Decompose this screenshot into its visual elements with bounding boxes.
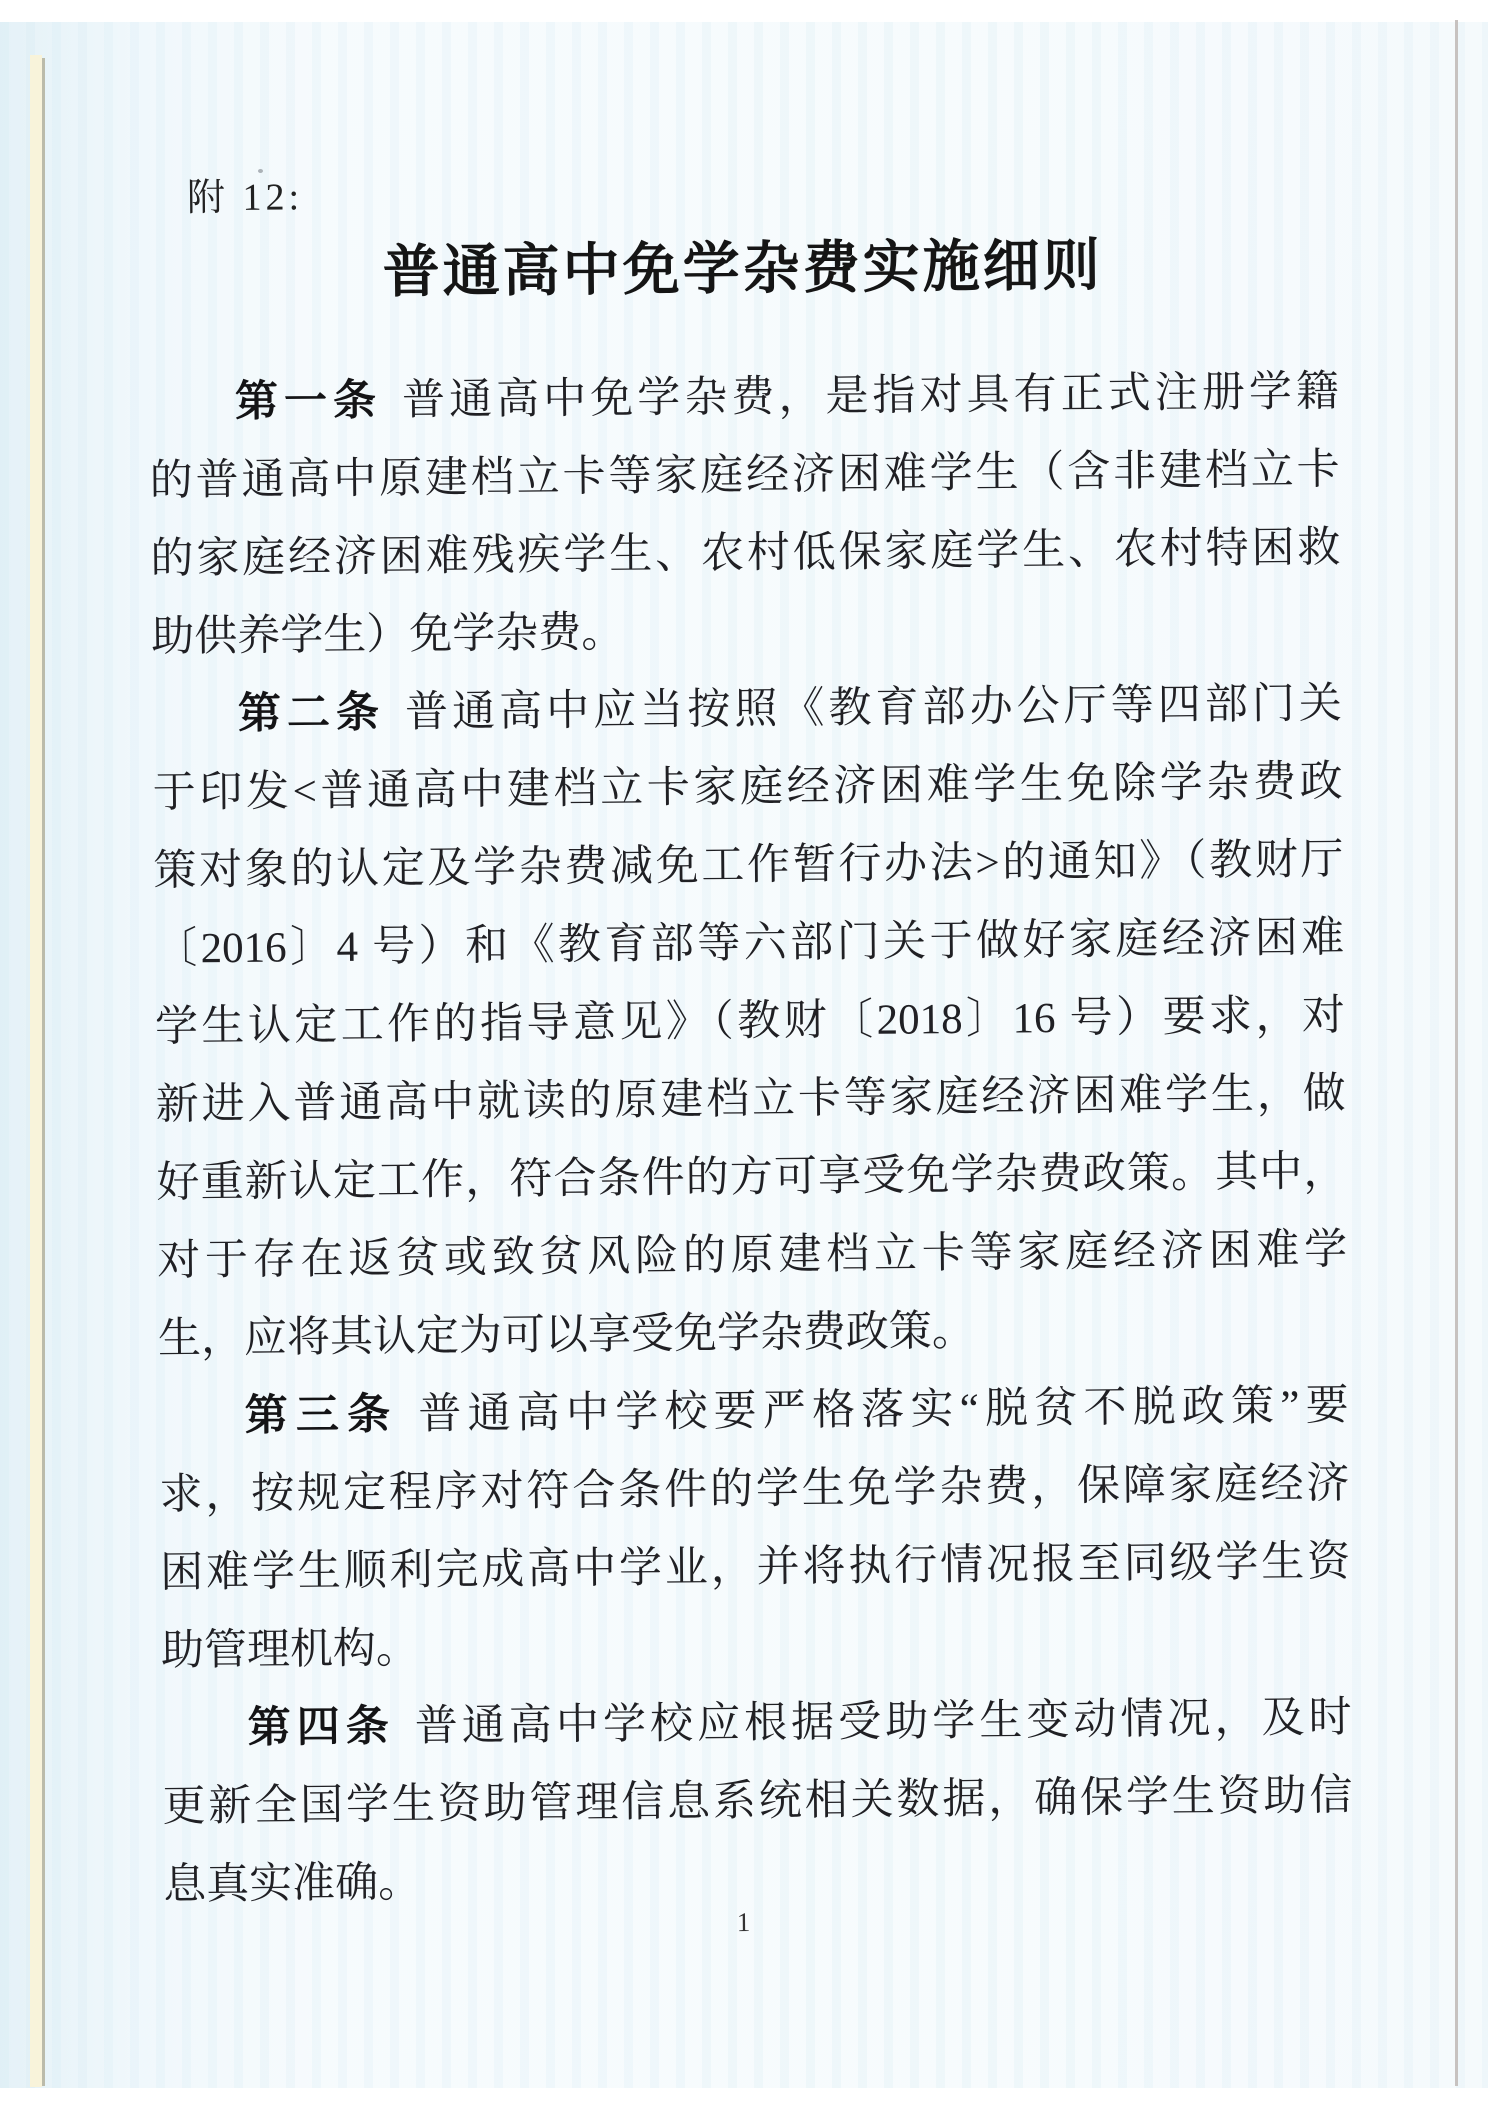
text-line: 学生认定工作的指导意见》（教财〔2018〕16 号）要求，对 [154, 992, 1346, 1051]
text-line: 于印发<普通高中建档立卡家庭经济困难学生免除学杂费政 [152, 758, 1343, 817]
article-1-number: 第一条 [234, 377, 383, 426]
left-edge-scan-line [42, 58, 45, 2086]
article-2-lead-line [152, 665, 1343, 754]
text-line: 助管理机构。 [160, 1625, 420, 1675]
text-line: 新进入普通高中就读的原建档立卡等家庭经济困难学生，做 [155, 1070, 1346, 1129]
text-line: 对于存在返贫或致贫风险的原建档立卡等家庭经济困难学 [156, 1226, 1348, 1285]
text-line: 策对象的认定及学杂费减免工作暂行办法>的通知》（教财厅 [153, 836, 1344, 895]
article-3-text: 普通高中学校要严格落实“脱贫不脱政策”要 [418, 1382, 1349, 1439]
text-line: 好重新认定工作，符合条件的方可享受免学杂费政策。其中， [156, 1148, 1347, 1207]
text-line: 助供养学生）免学杂费。 [150, 609, 625, 661]
article-3-lead-line [158, 1367, 1349, 1456]
article-3-number: 第三条 [244, 1391, 399, 1440]
text-line: 的家庭经济困难残疾学生、农村低保家庭学生、农村特困救 [150, 524, 1341, 583]
article-4-number: 第四条 [247, 1703, 396, 1752]
text-line: 〔2016〕4 号）和《教育部等六部门关于做好家庭经济困难 [153, 914, 1345, 973]
text-line: 求，按规定程序对符合条件的学生免学杂费，保障家庭经济 [159, 1460, 1350, 1519]
article-1-text: 普通高中免学杂费，是指对具有正式注册学籍 [401, 368, 1340, 425]
text-line: 的普通高中原建档立卡等家庭经济困难学生（含非建档立卡 [149, 446, 1340, 505]
article-4-lead-line [161, 1679, 1352, 1768]
text-line: 困难学生顺利完成高中学业，并将执行情况报至同级学生资 [159, 1538, 1351, 1597]
document-body [149, 353, 1354, 1924]
article-2-number: 第二条 [237, 689, 386, 738]
article-4-text: 普通高中学校应根据受助学生变动情况，及时 [414, 1694, 1352, 1751]
left-binding-strip [30, 55, 42, 2087]
document-content [145, 0, 1354, 1986]
right-edge-scan-line [1455, 20, 1458, 2086]
text-line: 息真实准确。 [162, 1859, 422, 1909]
page-title: 普通高中免学杂费实施细则 [382, 234, 1103, 305]
text-line: 生，应将其认定为可以享受免学杂费政策。 [157, 1307, 976, 1363]
article-1-lead-line [149, 353, 1340, 442]
page-number: 1 [736, 1907, 751, 1938]
attachment-label: 附 12: [186, 176, 304, 220]
text-line: 更新全国学生资助管理信息系统相关数据，确保学生资助信 [162, 1772, 1353, 1831]
article-2-text: 普通高中应当按照《教育部办公厅等四部门关 [404, 680, 1343, 737]
